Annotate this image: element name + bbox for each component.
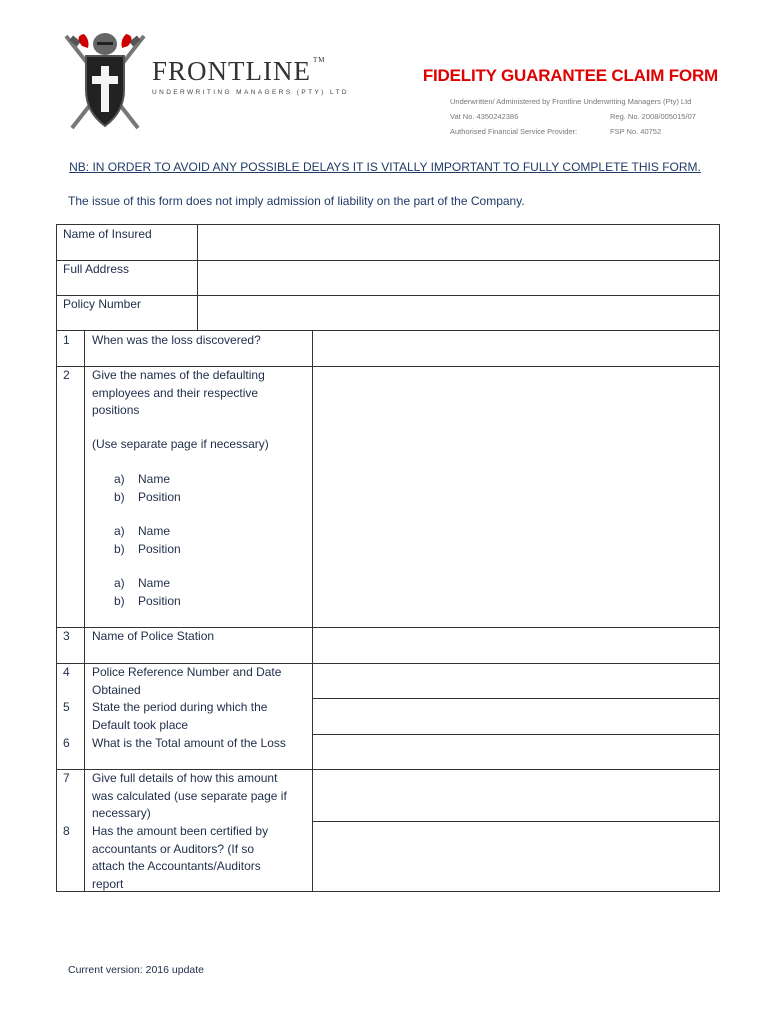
employee-2-sublist: a) Name b) Position	[114, 524, 181, 556]
question-5-text: State the period during which the Default took place	[92, 700, 268, 732]
helmet-icon	[93, 33, 117, 55]
underwritten-line: Underwritten/ Administered by Frontline Underwriting Managers (Pty) Ltd	[450, 97, 692, 106]
defaulting-employees-field[interactable]	[313, 367, 719, 627]
question-8-text: Has the amount been certified by accountants or Auditors? (If so attach the Accountants/Auditors report	[92, 824, 269, 891]
name-of-insured-label: Name of Insured	[63, 227, 152, 241]
question-number: 2	[63, 368, 70, 382]
full-address-label: Full Address	[63, 262, 130, 276]
question-number: 4	[63, 665, 70, 679]
nb-notice: NB: IN ORDER TO AVOID ANY POSSIBLE DELAYS IT IS VITALLY IMPORTANT TO FULLY COMPLETE THIS FORM.	[69, 160, 701, 174]
question-2-text: Give the names of the defaulting employees and their respective positions	[92, 368, 265, 417]
auditor-certification-field[interactable]	[313, 822, 719, 891]
reg-number: Reg. No. 2008/005015/07	[610, 112, 696, 121]
total-loss-field[interactable]	[313, 735, 719, 769]
full-address-field[interactable]	[198, 261, 719, 295]
police-reference-field[interactable]	[313, 664, 719, 698]
name-of-insured-field[interactable]	[198, 225, 719, 260]
company-meta	[450, 94, 696, 139]
vat-number: Vat No. 4350242386	[450, 112, 519, 121]
question-6-text: What is the Total amount of the Loss	[92, 736, 286, 750]
question-3-text: Name of Police Station	[92, 629, 215, 643]
question-number: 7	[63, 771, 70, 785]
employee-1-sublist: a) Name b) Position	[114, 472, 181, 504]
question-number: 5	[63, 700, 70, 714]
default-period-field[interactable]	[313, 699, 719, 734]
question-7-text: Give full details of how this amount was calculated (use separate page if necessary)	[92, 771, 287, 820]
employee-3-sublist: a) Name b) Position	[114, 576, 181, 608]
question-1-text: When was the loss discovered?	[92, 333, 261, 347]
version-footer: Current version: 2016 update	[68, 964, 205, 976]
policy-number-field[interactable]	[198, 296, 719, 330]
fsp-number: FSP No. 40752	[610, 127, 662, 136]
loss-discovered-field[interactable]	[313, 331, 719, 366]
plume-icon	[78, 34, 88, 48]
question-4-text: Police Reference Number and Date Obtained	[92, 665, 282, 697]
police-station-field[interactable]	[313, 628, 719, 663]
question-number: 6	[63, 736, 70, 750]
brand-subtitle: UNDERWRITING MANAGERS (PTY) LTD	[152, 89, 349, 96]
form-title: FIDELITY GUARANTEE CLAIM FORM	[422, 66, 718, 85]
disclaimer: The issue of this form does not imply admission of liability on the part of the Company.	[68, 194, 525, 208]
question-number: 1	[63, 333, 70, 347]
policy-number-label: Policy Number	[63, 297, 142, 311]
separate-page-note: (Use separate page if necessary)	[92, 437, 269, 451]
question-number: 8	[63, 824, 70, 838]
amount-calculation-field[interactable]	[313, 770, 719, 821]
question-number: 3	[63, 629, 70, 643]
claim-form-table	[56, 224, 720, 892]
brand-name: FRONTLINE ™	[152, 56, 326, 86]
fsp-label: Authorised Financial Service Provider:	[450, 127, 578, 136]
